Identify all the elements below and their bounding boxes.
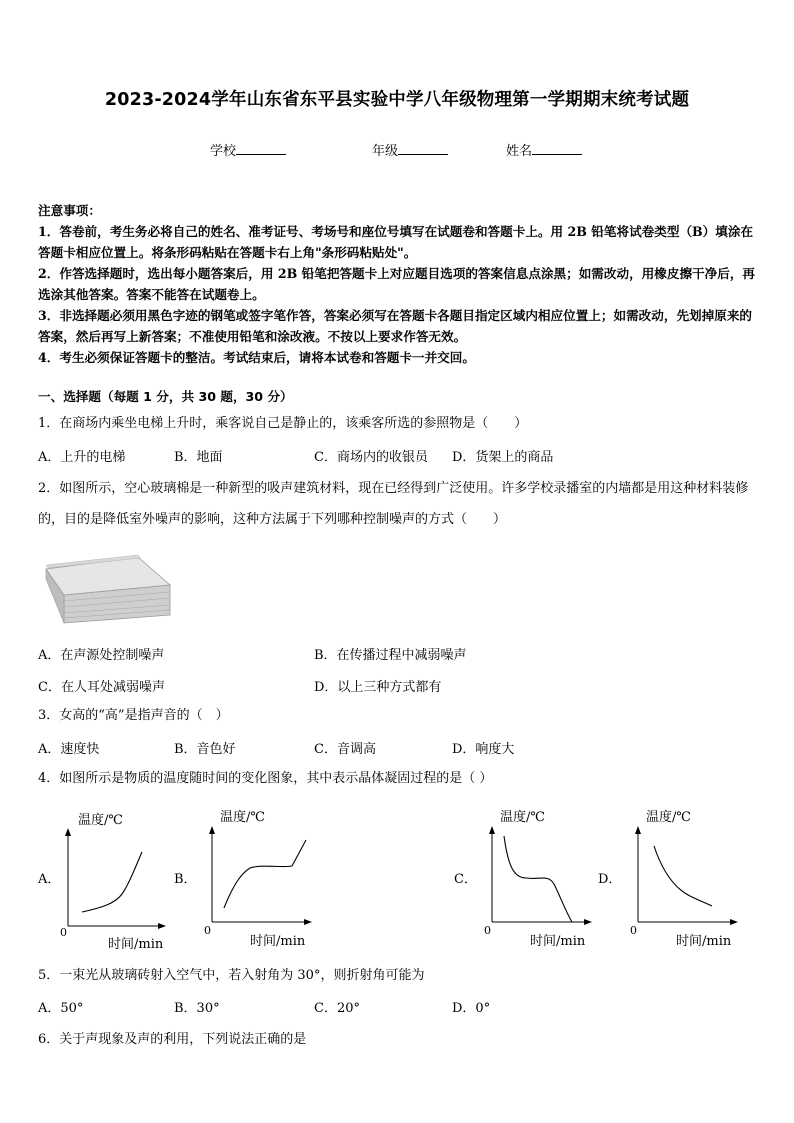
q1-option-a[interactable]: A．上升的电梯 — [38, 450, 126, 465]
graph-a-origin: 0 — [60, 926, 67, 939]
graph-c-ylabel: 温度/℃ — [500, 810, 545, 825]
q1-option-b[interactable]: B．地面 — [174, 450, 223, 465]
q4-option-d[interactable]: D． — [598, 872, 622, 887]
graph-c-xlabel: 时间/min — [530, 934, 586, 949]
notice-item: 1．答卷前，考生务必将自己的姓名、准考证号、考场号和座位号填写在试题卷和答题卡上。用 2B 铅笔将试卷类型（B）填涂在答题卡相应位置上。将条形码粘贴在答题卡右上角"条形码粘贴处"。 — [38, 224, 754, 260]
q3-option-a[interactable]: A．速度快 — [38, 742, 100, 757]
section-heading: 一、选择题（每题 1 分，共 30 题，30 分） — [38, 389, 293, 404]
q2-option-c[interactable]: C．在人耳处减弱噪声 — [38, 680, 165, 695]
name-label: 姓名 — [506, 144, 533, 159]
grade-field[interactable] — [372, 140, 448, 159]
graph-a-ylabel: 温度/℃ — [78, 813, 123, 828]
graph-b-xlabel: 时间/min — [250, 934, 306, 949]
q5-option-b[interactable]: B．30° — [174, 1001, 220, 1016]
graph-b — [202, 826, 314, 930]
graph-b-ylabel: 温度/℃ — [220, 810, 265, 825]
q5-option-d[interactable]: D．0° — [452, 1001, 491, 1016]
question-6-stem: 6．关于声现象及声的利用，下列说法正确的是 — [38, 1032, 307, 1047]
graph-b-origin: 0 — [204, 924, 211, 937]
name-field[interactable] — [506, 140, 582, 159]
notice-item: 3．非选择题必须用黑色字迹的钢笔或签字笔作答，答案必须写在答题卡各题目指定区域内相应位置上；如需改动，先划掉原来的答案，然后再写上新答案；不准使用铅笔和涂改液。不按以上要求作答无效。 — [38, 308, 753, 344]
notice-item: 2．作答选择题时，选出每小题答案后，用 2B 铅笔把答题卡上对应题目选项的答案信息点涂黑；如需改动，用橡皮擦干净后，再选涂其他答案。答案不能答在试题卷上。 — [38, 266, 756, 302]
name-blank[interactable] — [532, 142, 582, 155]
q4-option-a[interactable]: A． — [38, 872, 61, 887]
graph-c-origin: 0 — [484, 924, 491, 937]
question-4-stem: 4．如图所示是物质的温度随时间的变化图象，其中表示晶体凝固过程的是（ ） — [38, 771, 493, 786]
graph-d-origin: 0 — [630, 924, 637, 937]
graph-d-ylabel: 温度/℃ — [646, 810, 691, 825]
graph-a — [60, 828, 170, 933]
graph-a-xlabel: 时间/min — [108, 937, 164, 952]
q3-option-d[interactable]: D．响度大 — [452, 742, 515, 757]
graph-d — [628, 826, 740, 930]
q1-option-c[interactable]: C．商场内的收银员 — [314, 450, 428, 465]
school-label: 学校 — [210, 144, 237, 159]
q5-option-c[interactable]: C．20° — [314, 1001, 360, 1016]
school-blank[interactable] — [236, 142, 286, 155]
exam-title: 2023-2024学年山东省东平县实验中学八年级物理第一学期期末统考试题 — [104, 90, 690, 110]
q1-option-d[interactable]: D．货架上的商品 — [452, 450, 554, 465]
q2-option-d[interactable]: D．以上三种方式都有 — [314, 680, 442, 695]
glass-wool-image — [42, 555, 172, 625]
question-3-stem: 3．女高的“高”是指声音的（ ） — [38, 708, 229, 723]
grade-blank[interactable] — [398, 142, 448, 155]
graph-d-xlabel: 时间/min — [676, 934, 732, 949]
grade-label: 年级 — [372, 144, 399, 159]
q5-option-a[interactable]: A．50° — [38, 1001, 84, 1016]
q4-option-b[interactable]: B． — [174, 872, 197, 887]
q4-option-c[interactable]: C． — [454, 872, 477, 887]
graph-c — [482, 826, 594, 930]
question-5-stem: 5．一束光从玻璃砖射入空气中，若入射角为 30°，则折射角可能为 — [38, 968, 425, 983]
question-1-stem: 1．在商场内乘坐电梯上升时，乘客说自己是静止的，该乘客所选的参照物是（ ） — [38, 416, 528, 431]
notice-block — [38, 200, 758, 368]
notice-heading: 注意事项： — [38, 203, 101, 218]
q3-option-b[interactable]: B．音色好 — [174, 742, 236, 757]
school-field[interactable] — [210, 140, 286, 159]
q3-option-c[interactable]: C．音调高 — [314, 742, 376, 757]
q2-option-b[interactable]: B．在传播过程中减弱噪声 — [314, 648, 467, 663]
notice-item: 4．考生必须保证答题卡的整洁。考试结束后，请将本试卷和答题卡一并交回。 — [38, 350, 475, 365]
q2-option-a[interactable]: A．在声源处控制噪声 — [38, 648, 165, 663]
question-2-stem: 2．如图所示，空心玻璃棉是一种新型的吸声建筑材料，现在已经得到广泛使用。许多学校录播室的内墙都是用这种材料装修的，目的是降低室外噪声的影响，这种方法属于下列哪种控制噪声的方式（ ） — [38, 481, 749, 527]
